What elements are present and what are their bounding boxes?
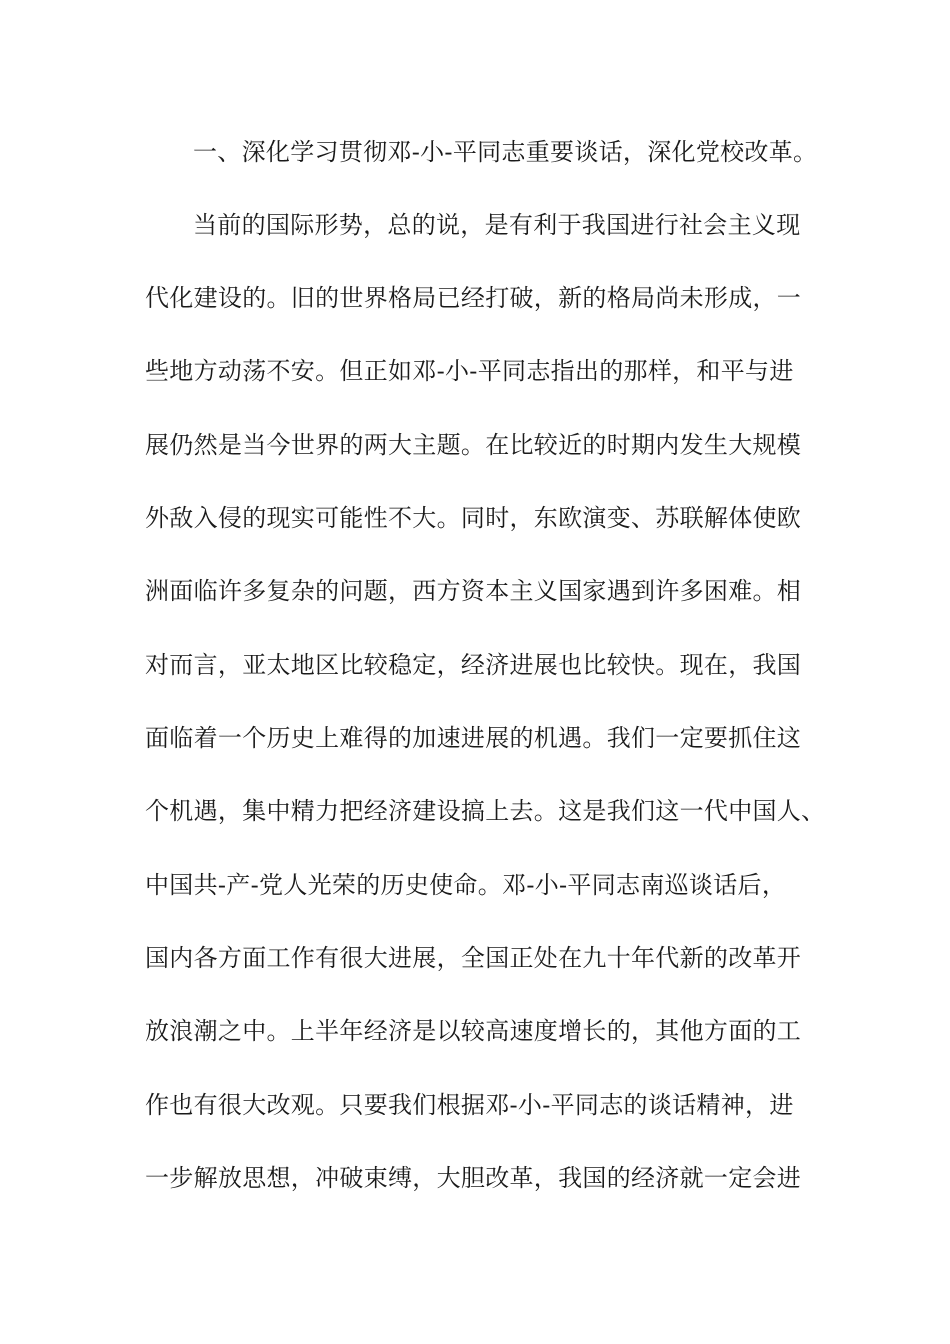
paragraph-line: 一步解放思想，冲破束缚，大胆改革，我国的经济就一定会进: [145, 1164, 802, 1192]
paragraph-line: 代化建设的。旧的世界格局已经打破，新的格局尚未形成，一: [145, 284, 802, 312]
paragraph-line: 作也有很大改观。只要我们根据邓-小-平同志的谈话精神，进: [145, 1091, 794, 1119]
paragraph-line: 对而言，亚太地区比较稳定，经济进展也比较快。现在，我国: [145, 651, 802, 679]
paragraph-line: 外敌入侵的现实可能性不大。同时，东欧演变、苏联解体使欧: [145, 504, 802, 532]
paragraph-line: 个机遇，集中精力把经济建设搞上去。这是我们这一代中国人、: [145, 797, 826, 825]
paragraph-line: 国内各方面工作有很大进展，全国正处在九十年代新的改革开: [145, 944, 802, 972]
section-heading: 一、深化学习贯彻邓-小-平同志重要谈话，深化党校改革。: [193, 138, 818, 166]
paragraph-line: 当前的国际形势，总的说，是有利于我国进行社会主义现: [193, 211, 801, 239]
paragraph-line: 洲面临许多复杂的问题，西方资本主义国家遇到许多困难。相: [145, 577, 802, 605]
paragraph-line: 面临着一个历史上难得的加速进展的机遇。我们一定要抓住这: [145, 724, 802, 752]
paragraph-line: 展仍然是当今世界的两大主题。在比较近的时期内发生大规模: [145, 431, 802, 459]
paragraph-line: 中国共-产-党人光荣的历史使命。邓-小-平同志南巡谈话后，: [145, 871, 787, 899]
paragraph-line: 些地方动荡不安。但正如邓-小-平同志指出的那样，和平与进: [145, 357, 794, 385]
paragraph-line: 放浪潮之中。上半年经济是以较高速度增长的，其他方面的工: [145, 1017, 802, 1045]
